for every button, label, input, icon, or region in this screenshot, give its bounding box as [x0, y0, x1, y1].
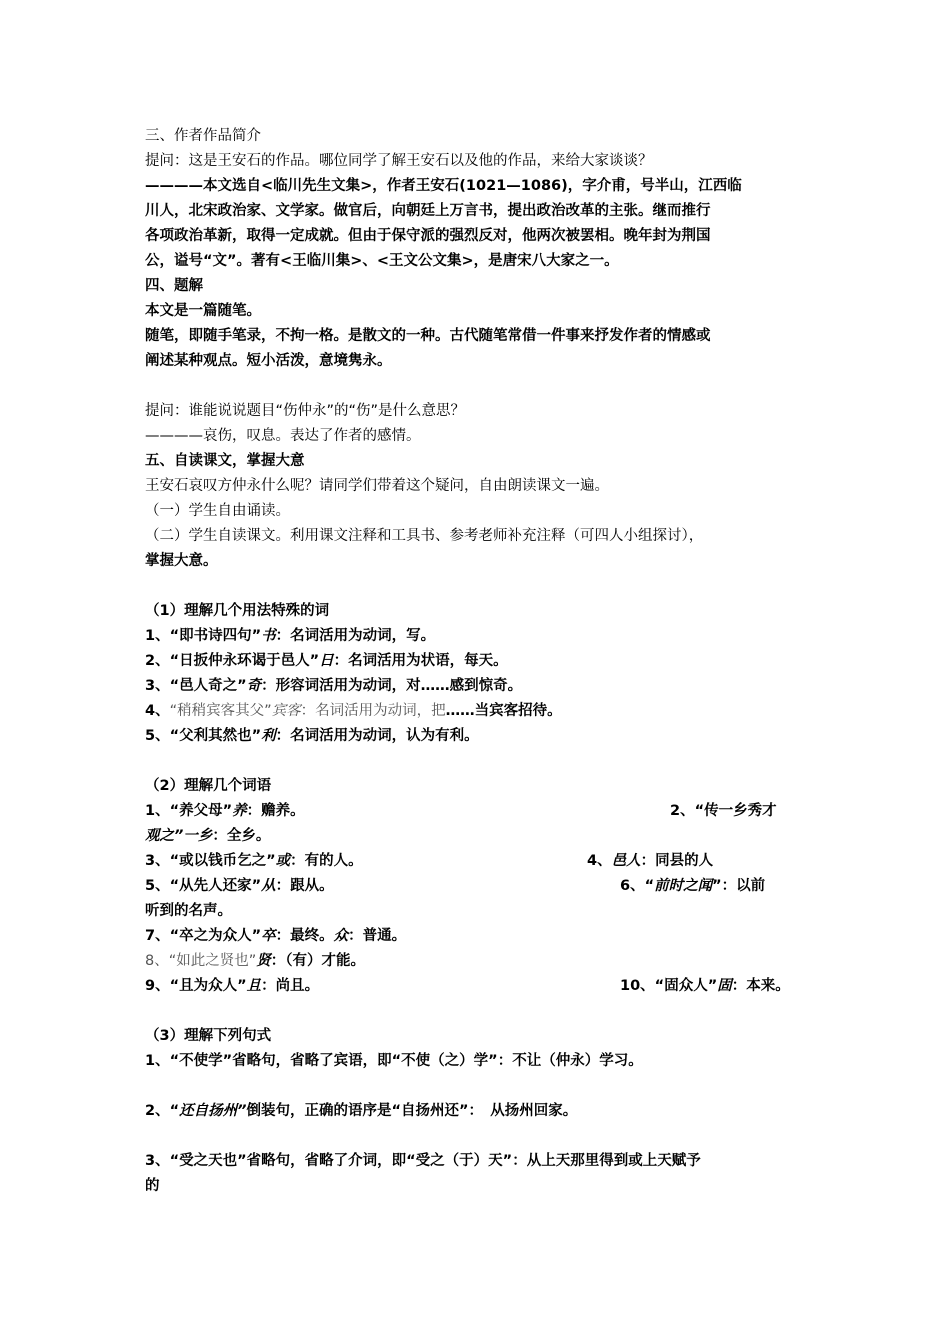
section-heading-author: 三、作者作品简介 [145, 128, 261, 144]
part1-item-1: 1、“即书诗四句”书：名词活用为动词，写。 [145, 628, 436, 644]
part3-item-3a: 3、“受之天也”省略句，省略了介词，即“受之（于）天”：从上天那里得到或上天赋予 [145, 1153, 701, 1169]
title-line-1: 本文是一篇随笔。 [145, 303, 261, 319]
part2-item-2-start: 2、“传一乡秀才 [670, 803, 777, 819]
spacer [145, 999, 825, 1024]
reading-step-2b: 掌握大意。 [145, 553, 218, 569]
part3-item-3b: 的 [145, 1178, 160, 1194]
part2-item-7: 7、“卒之为众人”卒：最终。众：普通。 [145, 928, 407, 944]
part2-item-9: 9、“且为众人”且：尚且。 [145, 978, 320, 994]
reading-step-1: （一）学生自由诵读。 [145, 503, 290, 519]
part3-heading: （3）理解下列句式 [145, 1028, 272, 1044]
spacer [145, 374, 825, 399]
answer-line-3: 各项政治革新，取得一定成就。但由于保守派的强烈反对，他两次被罢相。晚年封为荆国 [145, 228, 711, 244]
part2-item-3: 3、“或以钱币乞之”或：有的人。 [145, 853, 363, 869]
title-line-2: 随笔，即随手笔录，不拘一格。是散文的一种。古代随笔常借一件事来抒发作者的情感或 [145, 328, 711, 344]
part2-row-4 [145, 874, 825, 899]
part2-row-1 [145, 799, 825, 824]
spacer [145, 749, 825, 774]
part3-item-2: 2、“还自扬州”倒装句，正确的语序是“自扬州还”： 从扬州回家。 [145, 1103, 578, 1119]
part1-item-4: 4、“稍稍宾客其父”宾客：名词活用为动词，把……当宾客招待。 [145, 703, 562, 719]
answer-line-1: ————本文选自<临川先生文集>，作者王安石(1021—1086)，字介甫，号半山，江西临 [145, 178, 742, 194]
part2-heading: （2）理解几个词语 [145, 778, 272, 794]
part1-item-3: 3、“邑人奇之”奇：形容词活用为动词，对……感到惊奇。 [145, 678, 523, 694]
part2-row-3 [145, 849, 825, 874]
answer-title: ————哀伤，叹息。表达了作者的感情。 [145, 428, 421, 444]
part1-heading: （1）理解几个用法特殊的词 [145, 603, 330, 619]
title-line-3: 阐述某种观点。短小活泼，意境隽永。 [145, 353, 392, 369]
spacer [145, 574, 825, 599]
part2-item-5: 5、“从先人还家”从：跟从。 [145, 878, 334, 894]
spacer [145, 1124, 825, 1149]
part3-item-1: 1、“不使学”省略句，省略了宾语，即“不使（之）学”：不让（仲永）学习。 [145, 1053, 643, 1069]
part1-item-5: 5、“父利其然也”利：名词活用为动词，认为有利。 [145, 728, 479, 744]
part2-item-4: 4、邑人：同县的人 [587, 853, 714, 869]
part2-item-2-end: 观之”一乡：全乡。 [145, 828, 271, 844]
spacer [145, 1074, 825, 1099]
part2-row-8 [145, 974, 825, 999]
part2-item-1: 1、“养父母”养：赡养。 [145, 803, 305, 819]
part2-item-6: 6、“前时之闻”：以前 [620, 878, 766, 894]
part2-item-10: 10、“固众人”固：本来。 [620, 978, 790, 994]
part1-item-2: 2、“日扳仲永环谒于邑人”日：名词活用为状语，每天。 [145, 653, 508, 669]
document-body [145, 124, 825, 1199]
reading-step-2a: （二）学生自读课文。利用课文注释和工具书、参考老师补充注释（可四人小组探讨）， [145, 528, 704, 544]
part2-item-8: 8、“如此之贤也”贤：（有）才能。 [145, 953, 365, 969]
part2-item-6-end: 听到的名声。 [145, 903, 232, 919]
section-heading-reading: 五、自读课文，掌握大意 [145, 453, 305, 469]
question-author: 提问：这是王安石的作品。哪位同学了解王安石以及他的作品，来给大家谈谈？ [145, 153, 653, 169]
reading-intro: 王安石哀叹方仲永什么呢？请同学们带着这个疑问，自由朗读课文一遍。 [145, 478, 609, 494]
section-heading-title: 四、题解 [145, 278, 203, 294]
answer-line-2: 川人，北宋政治家、文学家。做官后，向朝廷上万言书，提出政治改革的主张。继而推行 [145, 203, 711, 219]
question-title: 提问：谁能说说题目“伤仲永”的“伤”是什么意思？ [145, 403, 466, 419]
answer-line-4: 公，谥号“文”。著有<王临川集>、<王文公文集>，是唐宋八大家之一。 [145, 253, 619, 269]
